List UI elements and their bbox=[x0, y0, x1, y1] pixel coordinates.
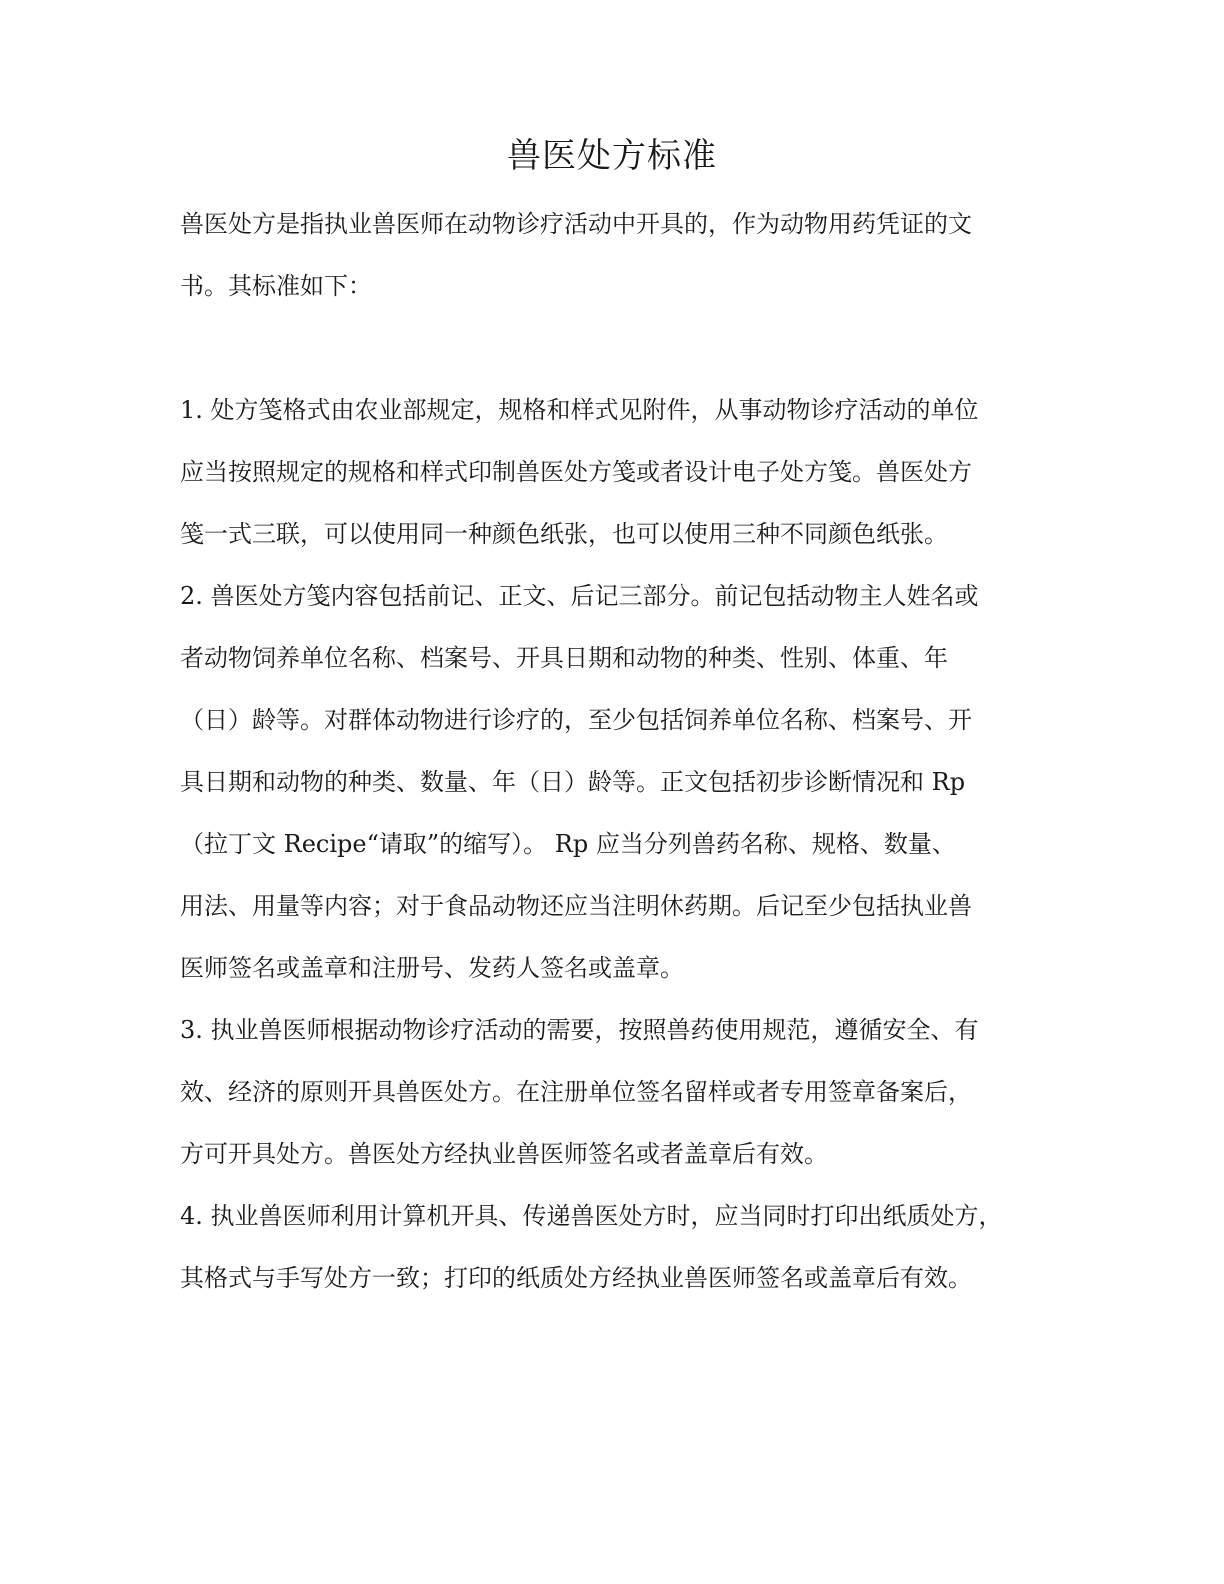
document-title: 兽医处方标准 bbox=[507, 136, 717, 176]
item-2-line: 2. 兽医处方笺内容包括前记、正文、后记三部分。前记包括动物主人姓名或 bbox=[180, 582, 979, 610]
item-3-line: 效、经济的原则开具兽医处方。在注册单位签名留样或者专用签章备案后， bbox=[180, 1078, 972, 1106]
item-2-line: （日）龄等。对群体动物进行诊疗的，至少包括饲养单位名称、档案号、开 bbox=[180, 706, 972, 734]
item-2-line: 者动物饲养单位名称、档案号、开具日期和动物的种类、性别、体重、年 bbox=[180, 644, 948, 672]
item-2-line: 具日期和动物的种类、数量、年（日）龄等。正文包括初步诊断情况和 Rp bbox=[180, 768, 966, 796]
item-2-line: （拉丁文 Recipe“请取”的缩写）。 Rp 应当分列兽药名称、规格、数量、 bbox=[180, 830, 956, 858]
item-3-line: 3. 执业兽医师根据动物诊疗活动的需要，按照兽药使用规范，遵循安全、有 bbox=[180, 1016, 979, 1044]
item-1-line: 笺一式三联，可以使用同一种颜色纸张，也可以使用三种不同颜色纸张。 bbox=[180, 520, 948, 548]
item-1-line: 应当按照规定的规格和样式印制兽医处方笺或者设计电子处方笺。兽医处方 bbox=[180, 458, 972, 486]
intro-line: 书。其标准如下： bbox=[180, 272, 372, 300]
intro-line: 兽医处方是指执业兽医师在动物诊疗活动中开具的，作为动物用药凭证的文 bbox=[180, 210, 972, 238]
item-4-line: 4. 执业兽医师利用计算机开具、传递兽医处方时，应当同时打印出纸质处方， bbox=[180, 1202, 1003, 1230]
item-3-line: 方可开具处方。兽医处方经执业兽医师签名或者盖章后有效。 bbox=[180, 1140, 828, 1168]
item-4-line: 其格式与手写处方一致；打印的纸质处方经执业兽医师签名或盖章后有效。 bbox=[180, 1264, 972, 1292]
item-1-line: 1. 处方笺格式由农业部规定，规格和样式见附件，从事动物诊疗活动的单位 bbox=[180, 396, 979, 424]
item-2-line: 用法、用量等内容；对于食品动物还应当注明休药期。后记至少包括执业兽 bbox=[180, 892, 972, 920]
item-2-line: 医师签名或盖章和注册号、发药人签名或盖章。 bbox=[180, 954, 684, 982]
